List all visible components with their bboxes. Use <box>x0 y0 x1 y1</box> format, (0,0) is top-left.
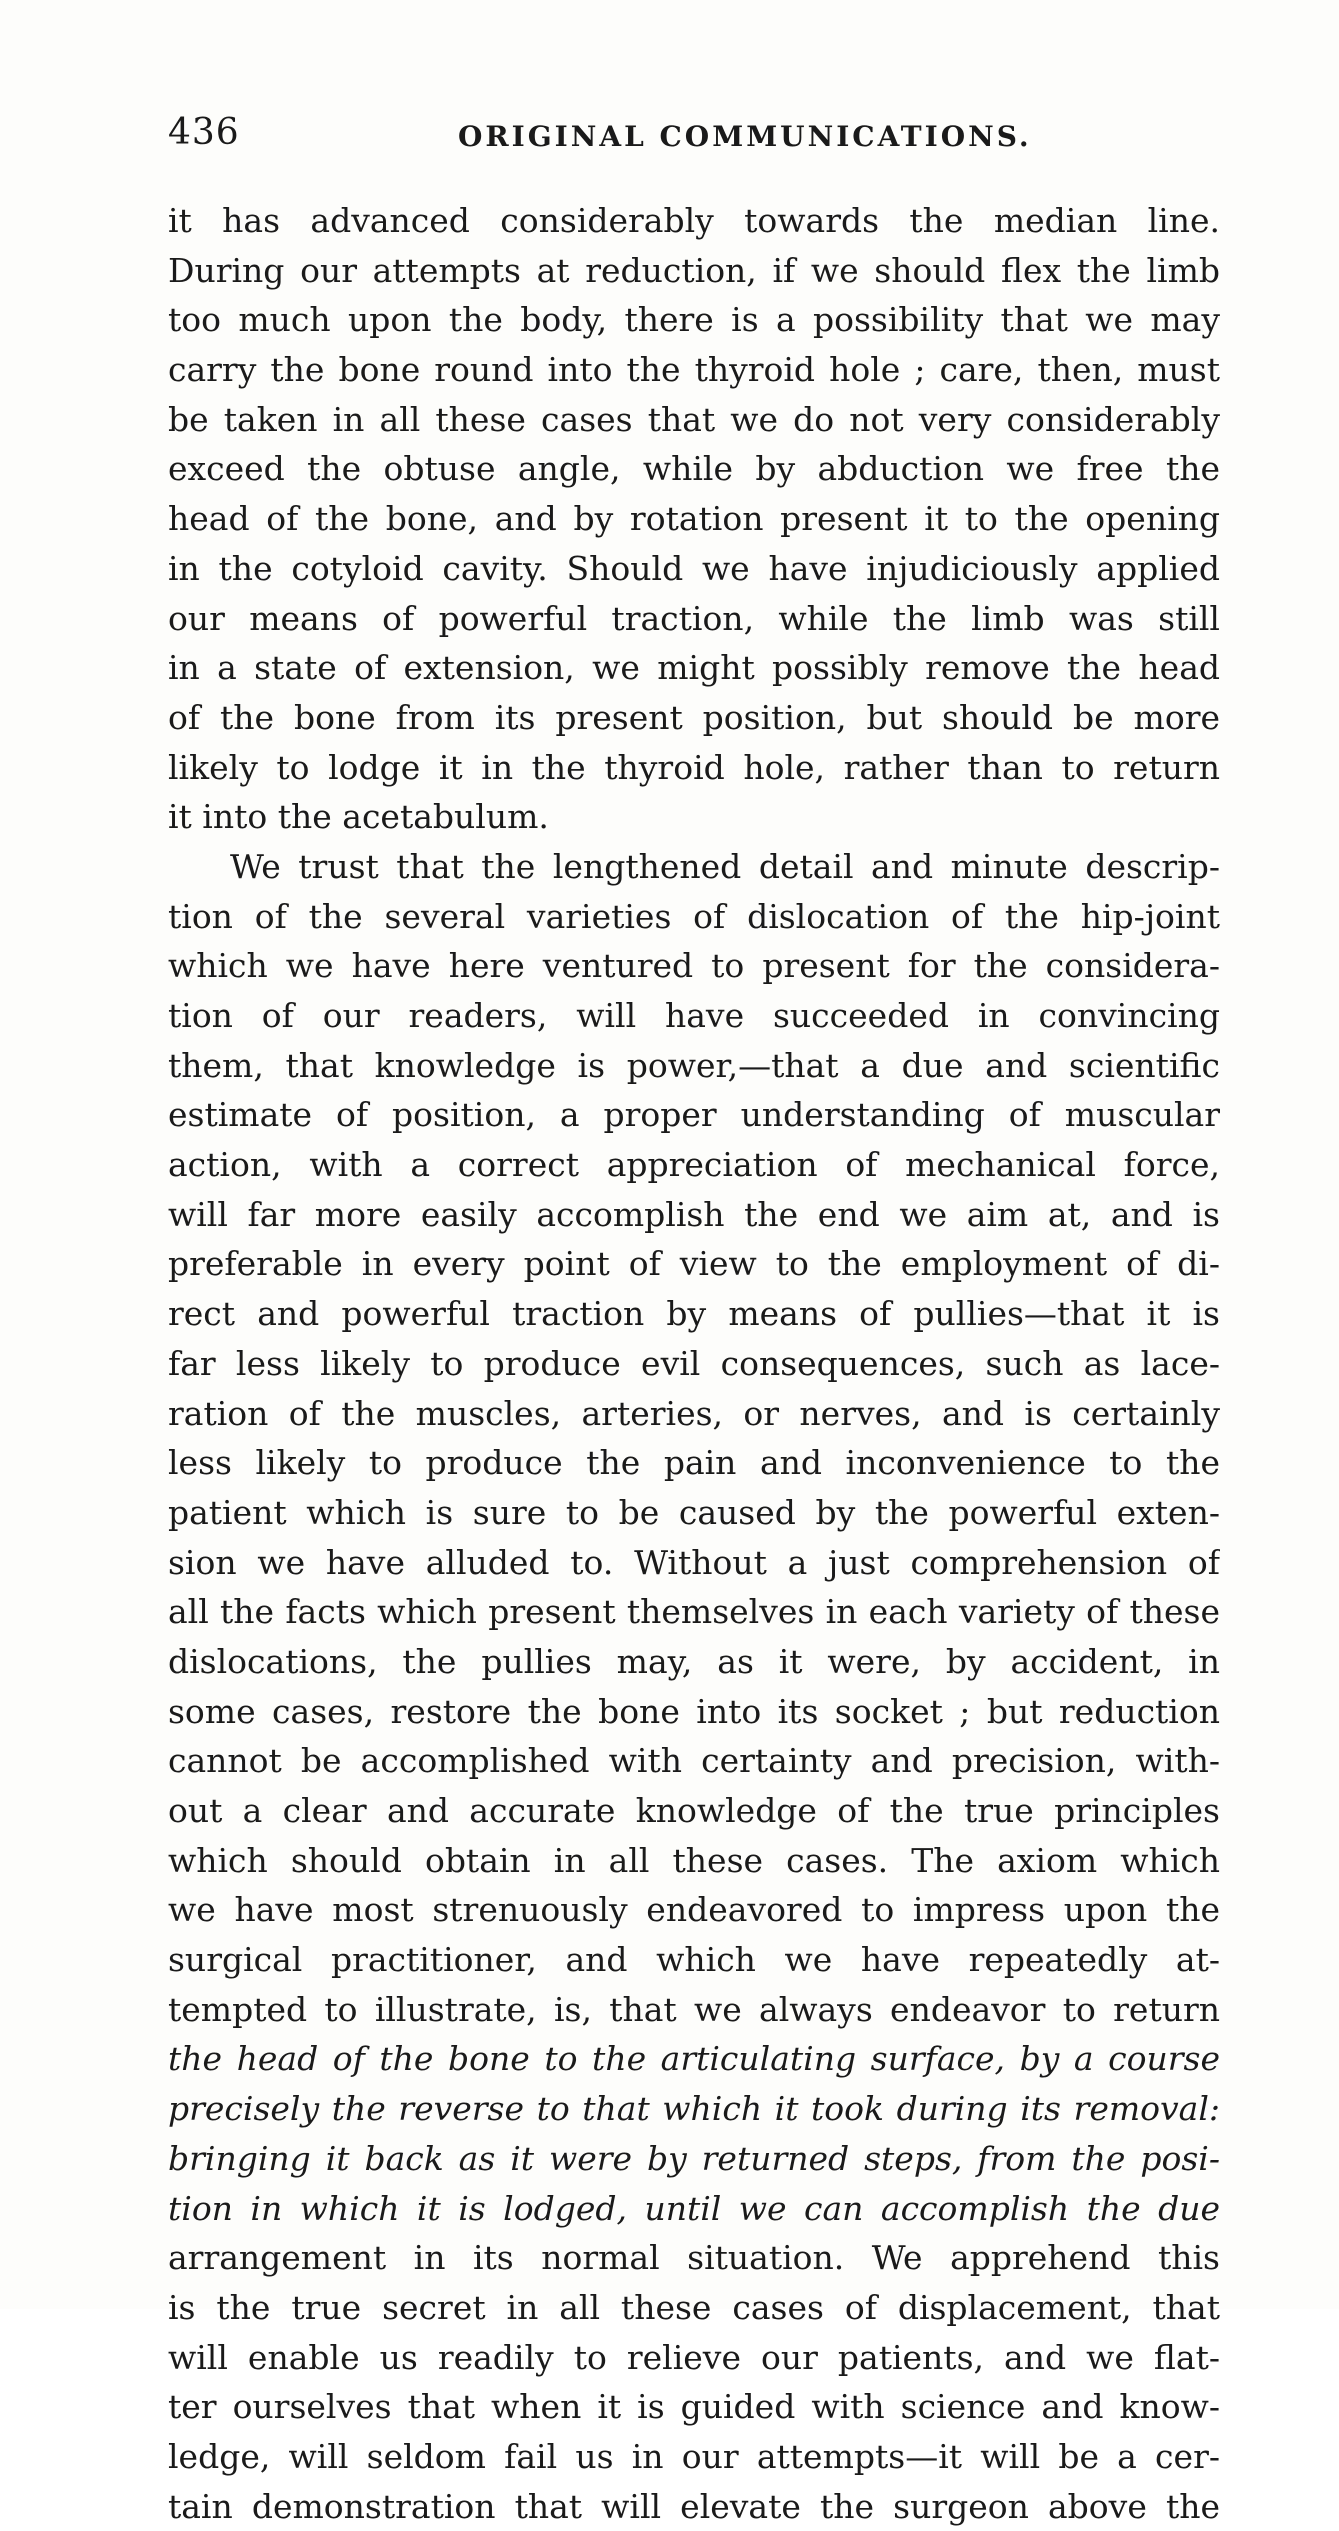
text-line: rect and powerful traction by means of pullies—that it is <box>168 1294 1220 1334</box>
text-line: head of the bone, and by rotation present it to the opening <box>168 499 1220 539</box>
text-line: preferable in every point of view to the employment of di- <box>168 1244 1220 1284</box>
text-line: will far more easily accomplish the end we aim at, and is <box>168 1194 1220 1234</box>
page-number: 436 <box>168 112 240 153</box>
text-line: which should obtain in all these cases. The axiom which <box>168 1840 1220 1880</box>
text-line: which we have here ventured to present for the considera- <box>168 946 1220 986</box>
body-text <box>168 196 1220 2531</box>
text-line: patient which is sure to be caused by the powerful exten- <box>168 1492 1220 1532</box>
text-line: be taken in all these cases that we do not very considerably <box>168 399 1220 439</box>
running-title: ORIGINAL COMMUNICATIONS. <box>458 120 1032 153</box>
text-line: tion in which it is lodged, until we can accomplish the due <box>168 2188 1220 2228</box>
text-line: ter ourselves that when it is guided with science and know- <box>168 2387 1220 2427</box>
text-line: tempted to illustrate, is, that we always endeavor to return <box>168 1989 1220 2029</box>
text-line: some cases, restore the bone into its socket ; but reduction <box>168 1691 1220 1731</box>
text-line: bringing it back as it were by returned steps, from the posi- <box>168 2138 1220 2178</box>
text-line: far less likely to produce evil consequences, such as lace- <box>168 1343 1220 1383</box>
text-line: it has advanced considerably towards the median line. <box>168 201 1220 240</box>
text-line: out a clear and accurate knowledge of the true principles <box>168 1791 1220 1830</box>
text-line: dislocations, the pullies may, as it were, by accident, in <box>168 1641 1220 1681</box>
text-line: arrangement in its normal situation. We apprehend this <box>168 2238 1220 2278</box>
text-line: precisely the reverse to that which it took during its removal: <box>168 2089 1220 2129</box>
text-line: cannot be accomplished with certainty and precision, with- <box>168 1741 1220 1781</box>
text-line: likely to lodge it in the thyroid hole, rather than to return <box>168 747 1220 787</box>
running-head <box>168 112 1218 160</box>
text-line: the head of the bone to the articulating surface, by a course <box>168 2039 1220 2079</box>
text-line: tion of our readers, will have succeeded in convincing <box>168 996 1220 1035</box>
text-line: estimate of position, a proper understanding of muscular <box>168 1095 1220 1135</box>
text-line: it into the acetabulum. <box>168 797 549 837</box>
text-line: too much upon the body, there is a possibility that we may <box>168 300 1220 340</box>
text-line: We trust that the lengthened detail and minute descrip- <box>230 846 1220 886</box>
text-line: we have most strenuously endeavored to impress upon the <box>168 1890 1220 1930</box>
text-line: action, with a correct appreciation of mechanical force, <box>168 1145 1220 1185</box>
text-line: is the true secret in all these cases of displacement, that <box>168 2287 1220 2327</box>
text-line: sion we have alluded to. Without a just comprehension of <box>168 1542 1220 1582</box>
text-line: carry the bone round into the thyroid hole ; care, then, must <box>168 350 1220 390</box>
text-line: tion of the several varieties of dislocation of the hip-joint <box>168 896 1220 936</box>
text-line: them, that knowledge is power,—that a due and scientific <box>168 1045 1220 1085</box>
text-line: tain demonstration that will elevate the surgeon above the <box>168 2486 1220 2526</box>
text-line: surgical practitioner, and which we have repeatedly at- <box>168 1940 1220 1980</box>
text-line: in a state of extension, we might possibly remove the head <box>168 648 1220 688</box>
text-line: will enable us readily to relieve our patients, and we flat- <box>168 2337 1220 2377</box>
text-line: our means of powerful traction, while the limb was still <box>168 598 1220 638</box>
text-line: in the cotyloid cavity. Should we have injudiciously applied <box>168 548 1220 588</box>
text-line: all the facts which present themselves in each variety of these <box>168 1592 1220 1632</box>
text-line: exceed the obtuse angle, while by abduction we free the <box>168 449 1220 489</box>
text-line: ration of the muscles, arteries, or nerves, and is certainly <box>168 1393 1220 1433</box>
text-line: less likely to produce the pain and inconvenience to the <box>168 1443 1220 1483</box>
text-line: ledge, will seldom fail us in our attempts—it will be a cer- <box>168 2436 1220 2476</box>
text-line: of the bone from its present position, but should be more <box>168 697 1220 737</box>
text-line: During our attempts at reduction, if we should flex the limb <box>168 250 1220 290</box>
